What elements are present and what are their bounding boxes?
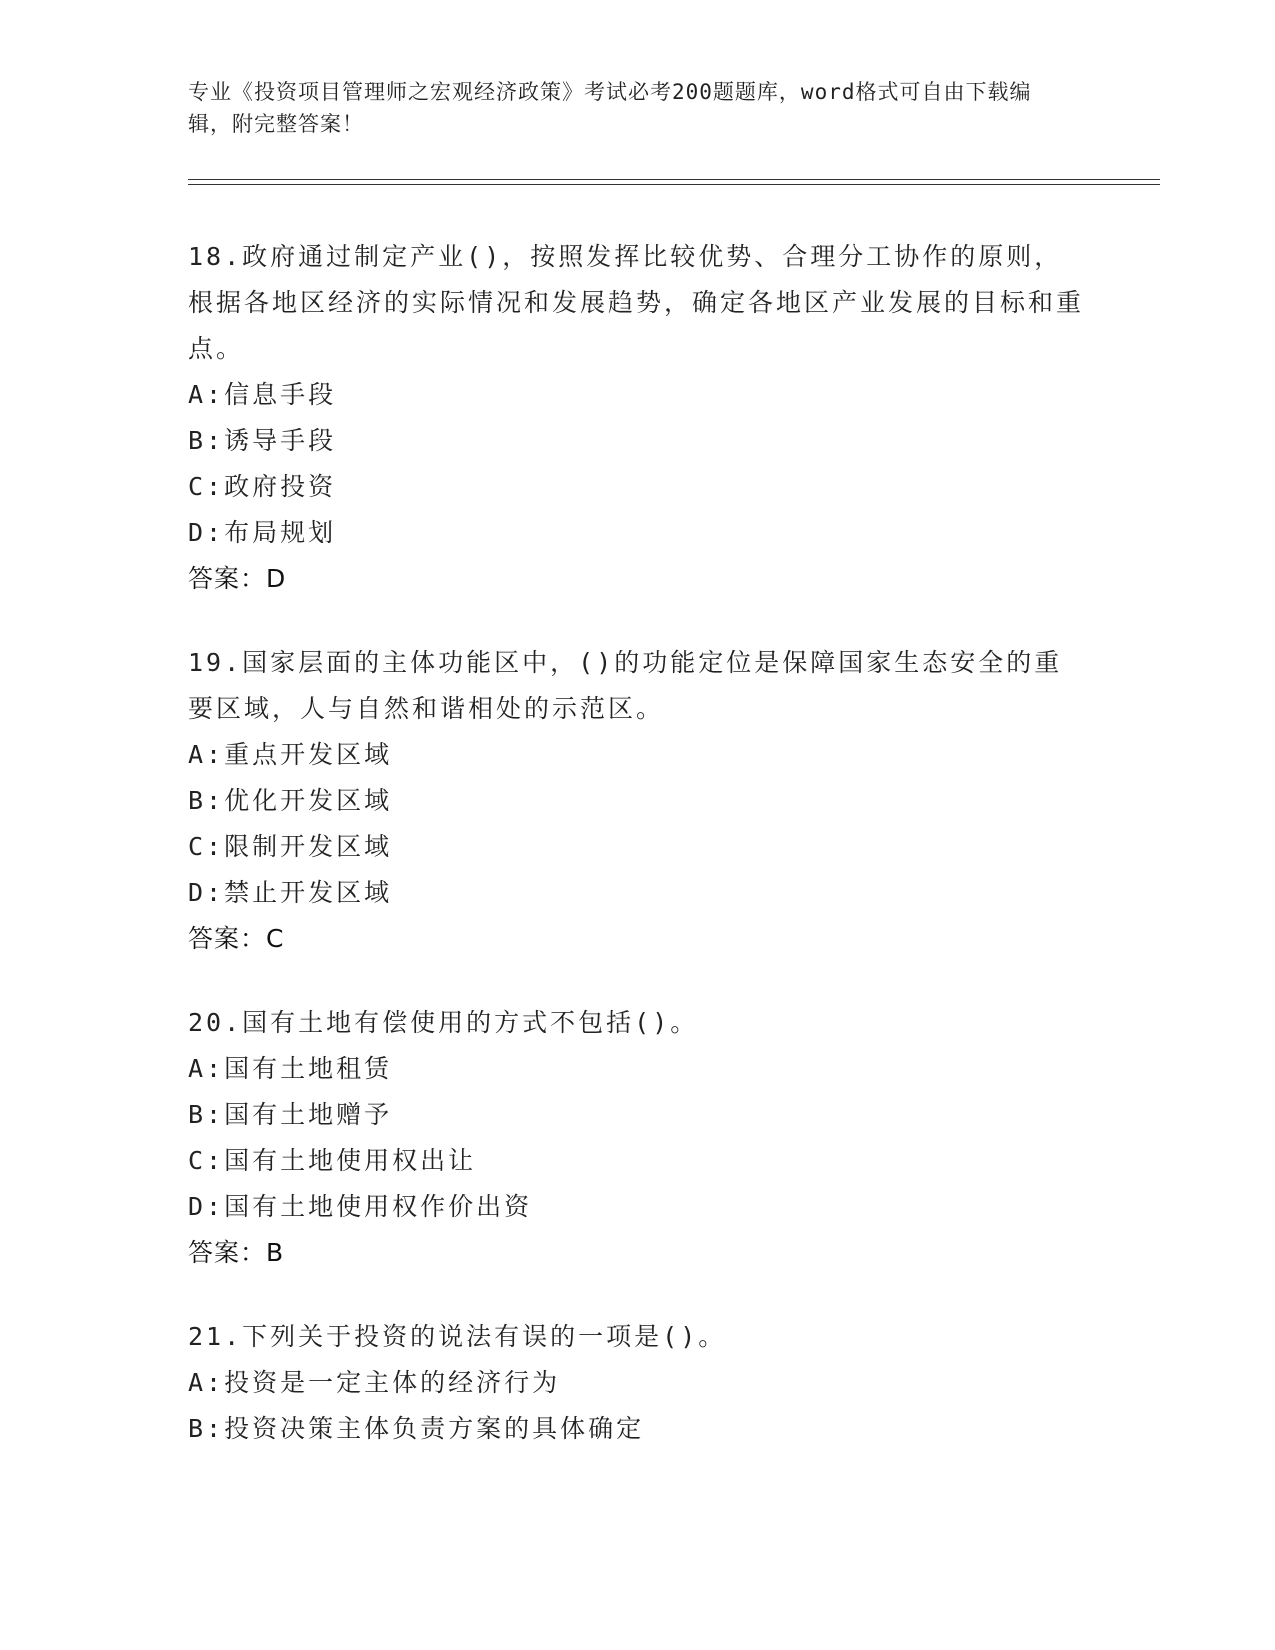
option-b: B:国有土地赠予 — [188, 1100, 393, 1129]
question-stem: 20.国有土地有偿使用的方式不包括()。 — [188, 1008, 699, 1037]
question-20 — [188, 1000, 1088, 1276]
option-c: C:国有土地使用权出让 — [188, 1146, 477, 1175]
option-a: A:国有土地租赁 — [188, 1054, 393, 1083]
question-stem: 21.下列关于投资的说法有误的一项是()。 — [188, 1322, 727, 1351]
question-stem: 19.国家层面的主体功能区中，()的功能定位是保障国家生态安全的重要区域，人与自然和谐相处的示范区。 — [188, 648, 1063, 723]
option-b: B:投资决策主体负责方案的具体确定 — [188, 1414, 645, 1443]
question-19 — [188, 640, 1088, 962]
document-header: 专业《投资项目管理师之宏观经济政策》考试必考200题题库，word格式可自由下载编辑，附完整答案！ — [188, 80, 1032, 136]
option-d: D:禁止开发区域 — [188, 878, 393, 907]
header-divider-bottom — [188, 184, 1160, 185]
option-c: C:政府投资 — [188, 472, 337, 501]
answer: 答案：B — [188, 1238, 285, 1267]
option-c: C:限制开发区域 — [188, 832, 393, 861]
question-stem: 18.政府通过制定产业()，按照发挥比较优势、合理分工协作的原则，根据各地区经济的实际情况和发展趋势，确定各地区产业发展的目标和重点。 — [188, 242, 1085, 363]
option-a: A:信息手段 — [188, 380, 337, 409]
option-b: B:优化开发区域 — [188, 786, 393, 815]
answer: 答案：D — [188, 564, 287, 593]
option-a: A:投资是一定主体的经济行为 — [188, 1368, 561, 1397]
option-b: B:诱导手段 — [188, 426, 337, 455]
question-list — [188, 234, 1088, 1490]
option-a: A:重点开发区域 — [188, 740, 393, 769]
question-18 — [188, 234, 1088, 602]
question-21 — [188, 1314, 1088, 1452]
answer: 答案：C — [188, 924, 285, 953]
option-d: D:国有土地使用权作价出资 — [188, 1192, 533, 1221]
option-d: D:布局规划 — [188, 518, 337, 547]
header-divider-top — [188, 179, 1160, 180]
